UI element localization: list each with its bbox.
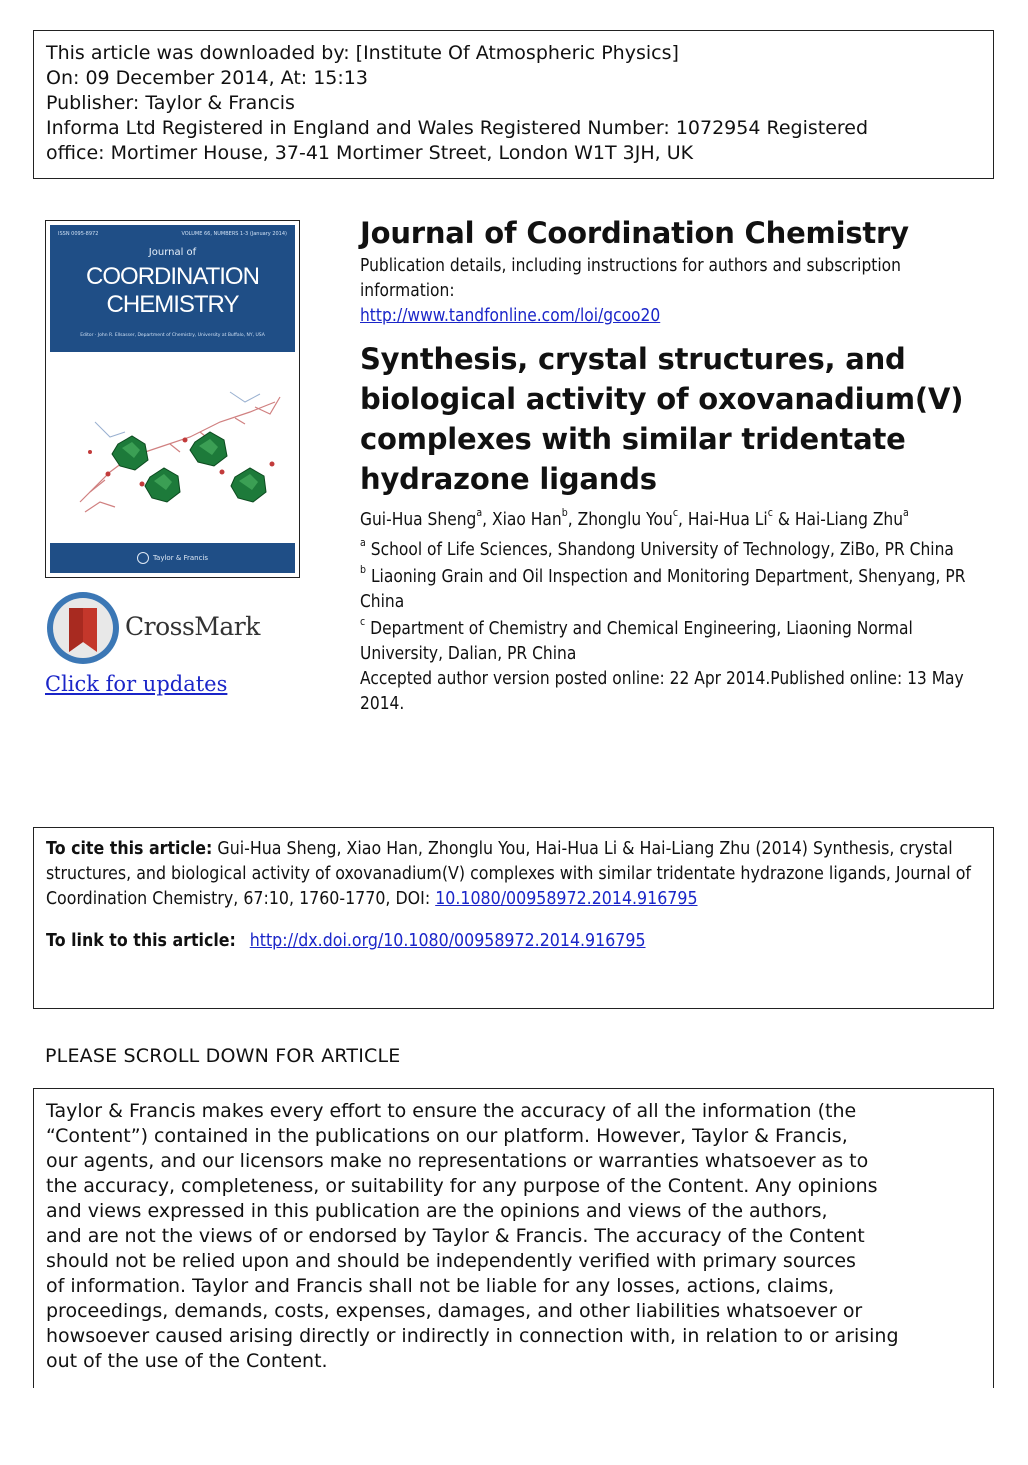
publication-dates: Accepted author version posted online: 22 Apr 2014.Published online: 13 May 2014. bbox=[360, 668, 964, 714]
disclaimer-line: the accuracy, completeness, or suitability for any purpose of the Content. Any opinions bbox=[46, 1175, 878, 1197]
disclaimer-line: and are not the views of or endorsed by Taylor & Francis. The accuracy of the Content bbox=[46, 1225, 865, 1247]
download-line: This article was downloaded by: [Institute Of Atmospheric Physics] bbox=[46, 42, 679, 64]
cover-editor-line: Editor · John R. Ellsasser, Department of Chemistry, University at Buffalo, NY, USA bbox=[80, 333, 265, 338]
author-name: Xiao Han bbox=[492, 509, 562, 530]
article-header bbox=[360, 213, 990, 716]
cite-label: To cite this article: bbox=[46, 838, 213, 859]
publication-details: Publication details, including instructions for authors and subscription information: bbox=[360, 255, 901, 301]
author-affiliation-mark: c bbox=[767, 506, 773, 519]
click-for-updates-link[interactable]: Click for updates bbox=[45, 672, 228, 696]
affiliation-mark: b bbox=[360, 563, 367, 576]
author-separator: , bbox=[567, 509, 578, 530]
article-title: Synthesis, crystal structures, and biological activity of oxovanadium(V) complexes with similar tridentate hydrazone ligands bbox=[360, 342, 964, 496]
cover-title-line1: COORDINATION bbox=[86, 263, 259, 290]
affiliation-item bbox=[360, 537, 990, 562]
affiliation-item bbox=[360, 564, 990, 614]
cover-issn: ISSN 0095-8972 bbox=[58, 231, 99, 237]
journal-url-link[interactable]: http://www.tandfonline.com/loi/gcoo20 bbox=[360, 305, 661, 326]
journal-cover bbox=[45, 220, 300, 578]
scroll-notice: PLEASE SCROLL DOWN FOR ARTICLE bbox=[45, 1045, 401, 1067]
registration-line: Informa Ltd Registered in England and Wales Registered Number: 1072954 Registered bbox=[46, 117, 869, 139]
author-list bbox=[360, 505, 990, 535]
author-name: Hai-Liang Zhu bbox=[794, 509, 904, 530]
disclaimer-text bbox=[46, 1099, 981, 1374]
cover-title-line2: CHEMISTRY bbox=[106, 291, 239, 318]
affiliation-text: Liaoning Grain and Oil Inspection and Monitoring Department, Shenyang, PR China bbox=[360, 566, 966, 612]
disclaimer-line: Taylor & Francis makes every effort to ensure the accuracy of all the information (the bbox=[46, 1100, 857, 1122]
affiliation-text: Department of Chemistry and Chemical Engineering, Liaoning Normal University, Dalian, PR China bbox=[360, 618, 913, 664]
author-affiliation-mark: a bbox=[903, 506, 909, 519]
affiliation-mark: a bbox=[360, 536, 366, 549]
download-info-box bbox=[33, 30, 994, 179]
citation-box bbox=[33, 827, 994, 1009]
cover-footer bbox=[50, 543, 295, 573]
author-affiliation-mark: a bbox=[476, 506, 483, 519]
publisher-line: Publisher: Taylor & Francis bbox=[46, 92, 295, 114]
crossmark-label: CrossMark bbox=[125, 612, 260, 641]
author-separator: , bbox=[482, 509, 493, 530]
disclaimer-line: “Content”) contained in the publications on our platform. However, Taylor & Francis, bbox=[46, 1125, 848, 1147]
office-line: office: Mortimer House, 37-41 Mortimer Street, London W1T 3JH, UK bbox=[46, 142, 694, 164]
cover-molecule-illustration bbox=[50, 352, 297, 540]
author-name: Gui-Hua Sheng bbox=[360, 509, 477, 530]
link-label: To link to this article: bbox=[46, 930, 236, 951]
doi-link[interactable]: 10.1080/00958972.2014.916795 bbox=[435, 888, 698, 909]
author-name: Zhonglu You bbox=[577, 509, 673, 530]
disclaimer-line: howsoever caused arising directly or indirectly in connection with, in relation to or arising bbox=[46, 1325, 899, 1347]
affiliation-mark: c bbox=[360, 615, 366, 628]
cite-text: Gui-Hua Sheng, Xiao Han, Zhonglu You, Hai-Hua Li & Hai-Liang Zhu (2014) Synthesis, crystal structures, and biological activity of oxovanadium(V) complexes with similar tridentate hydrazone ligands, Journal of Coordination Chemistry, 67:10, 1760-1770, DOI: bbox=[46, 838, 971, 909]
affiliation-list bbox=[360, 537, 990, 666]
author-separator: , bbox=[678, 509, 688, 530]
journal-title: Journal of Coordination Chemistry bbox=[360, 216, 909, 250]
article-link-row bbox=[46, 928, 979, 953]
author-separator: & bbox=[772, 509, 795, 530]
disclaimer-line: our agents, and our licensors make no representations or warranties whatsoever as to bbox=[46, 1150, 869, 1172]
disclaimer-line: should not be relied upon and should be independently verified with primary sources bbox=[46, 1250, 856, 1272]
cover-header bbox=[50, 225, 295, 352]
affiliation-item bbox=[360, 616, 990, 666]
disclaimer-box bbox=[33, 1088, 994, 1388]
article-url-link[interactable]: http://dx.doi.org/10.1080/00958972.2014.916795 bbox=[249, 930, 646, 951]
crossmark-icon bbox=[45, 590, 121, 666]
author-name: Hai-Hua Li bbox=[687, 509, 768, 530]
cover-volume: VOLUME 66, NUMBERS 1-3 (January 2014) bbox=[181, 231, 287, 237]
disclaimer-line: and views expressed in this publication are the opinions and views of the authors, bbox=[46, 1200, 828, 1222]
author-affiliation-mark: c bbox=[672, 506, 679, 519]
cover-publisher: Taylor & Francis bbox=[152, 554, 209, 562]
disclaimer-line: proceedings, demands, costs, expenses, damages, and other liabilities whatsoever or bbox=[46, 1300, 863, 1322]
disclaimer-line: of information. Taylor and Francis shall not be liable for any losses, actions, claims, bbox=[46, 1275, 835, 1297]
disclaimer-line: out of the use of the Content. bbox=[46, 1350, 328, 1372]
download-date-line: On: 09 December 2014, At: 15:13 bbox=[46, 67, 368, 89]
cover-journal-of: Journal of bbox=[148, 247, 197, 258]
publisher-logo-icon bbox=[137, 552, 149, 564]
author-affiliation-mark: b bbox=[561, 506, 568, 519]
affiliation-text: School of Life Sciences, Shandong University of Technology, ZiBo, PR China bbox=[370, 539, 954, 560]
crossmark-badge[interactable] bbox=[45, 590, 275, 670]
cite-paragraph bbox=[46, 836, 979, 911]
